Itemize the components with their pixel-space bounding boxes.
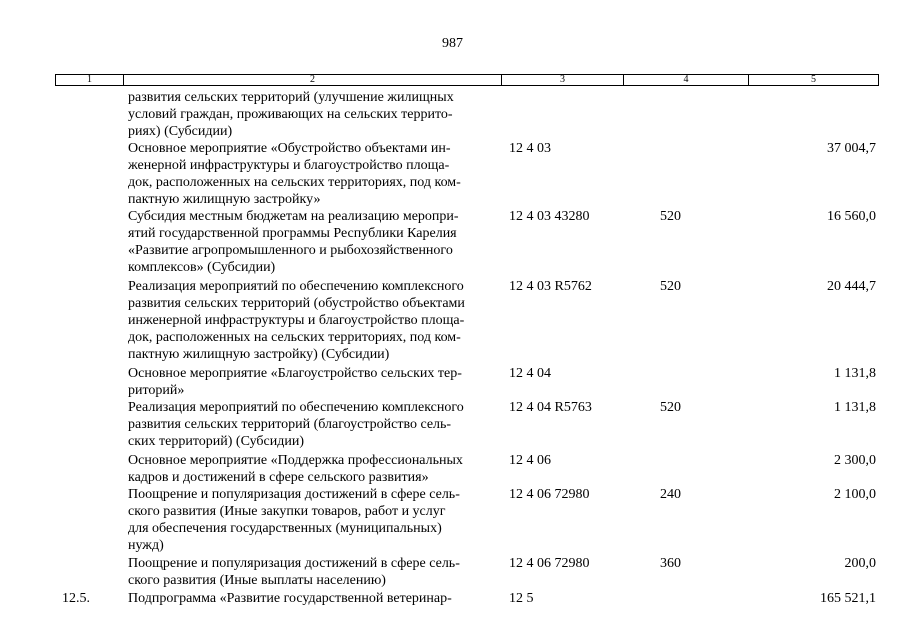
row-name: Поощрение и популяризация достижений в сфере сель- ского развития (Иные выплаты населению)	[128, 556, 460, 588]
row-name: развития сельских территорий (улучшение жилищных условий граждан, проживающих на сельских террито- риях) (Субсидии)	[128, 90, 454, 139]
row-type: 360	[660, 556, 681, 571]
header-col-1: 1	[87, 74, 92, 85]
row-name: Поощрение и популяризация достижений в сфере сель- ского развития (Иные закупки товаров, работ и услуг для обеспечения государственных (муниципальных) нужд)	[128, 487, 460, 553]
row-name: Основное мероприятие «Благоустройство сельских тер- риторий»	[128, 366, 462, 398]
row-code: 12 4 03 R5762	[509, 279, 592, 294]
row-code: 12 5	[509, 591, 534, 606]
row-amount: 16 560,0	[827, 209, 876, 224]
row-code: 12 4 06	[509, 453, 551, 468]
header-col-4: 4	[623, 75, 748, 85]
table-header	[55, 74, 879, 86]
row-amount: 165 521,1	[820, 591, 876, 606]
row-name: Реализация мероприятий по обеспечению комплексного развития сельских территорий (благоустройство сель- ских территорий) (Субсидии)	[128, 400, 464, 449]
row-code: 12 4 04 R5763	[509, 400, 592, 415]
row-amount: 200,0	[844, 556, 876, 571]
row-type: 520	[660, 209, 681, 224]
row-type: 240	[660, 487, 681, 502]
row-name: Основное мероприятие «Обустройство объектами ин- женерной инфраструктуры и благоустройство площа- док, расположенных на сельских территориях, под ком- пактную жилищную застройку»	[128, 141, 461, 207]
row-number: 12.5.	[62, 591, 90, 606]
header-col-3: 3	[501, 75, 623, 85]
row-name: Реализация мероприятий по обеспечению комплексного развития сельских территорий (обустройство объектами инженерной инфраструктуры и благоустройство площа- док, расположенных на сельских территориях, под ком- пактную жилищную застройку) (Субсидии)	[128, 279, 465, 362]
row-amount: 2 100,0	[834, 487, 876, 502]
row-name: Основное мероприятие «Поддержка профессиональных кадров и достижений в сфере сельского развития»	[128, 453, 463, 485]
header-col-2: 2	[123, 75, 501, 85]
row-name: Подпрограмма «Развитие государственной ветеринар-	[128, 591, 452, 606]
page-number: 987	[442, 36, 463, 51]
row-code: 12 4 04	[509, 366, 551, 381]
row-amount: 37 004,7	[827, 141, 876, 156]
row-code: 12 4 03	[509, 141, 551, 156]
header-col-5: 5	[748, 75, 878, 85]
row-type: 520	[660, 400, 681, 415]
row-amount: 1 131,8	[834, 400, 876, 415]
row-amount: 1 131,8	[834, 366, 876, 381]
row-code: 12 4 06 72980	[509, 487, 590, 502]
row-amount: 20 444,7	[827, 279, 876, 294]
row-amount: 2 300,0	[834, 453, 876, 468]
row-name: Субсидия местным бюджетам на реализацию меропри- ятий государственной программы Республики Карелия «Развитие агропромышленного и рыбохозяйственного комплексов» (Субсидии)	[128, 209, 459, 275]
row-code: 12 4 03 43280	[509, 209, 590, 224]
row-type: 520	[660, 279, 681, 294]
row-code: 12 4 06 72980	[509, 556, 590, 571]
